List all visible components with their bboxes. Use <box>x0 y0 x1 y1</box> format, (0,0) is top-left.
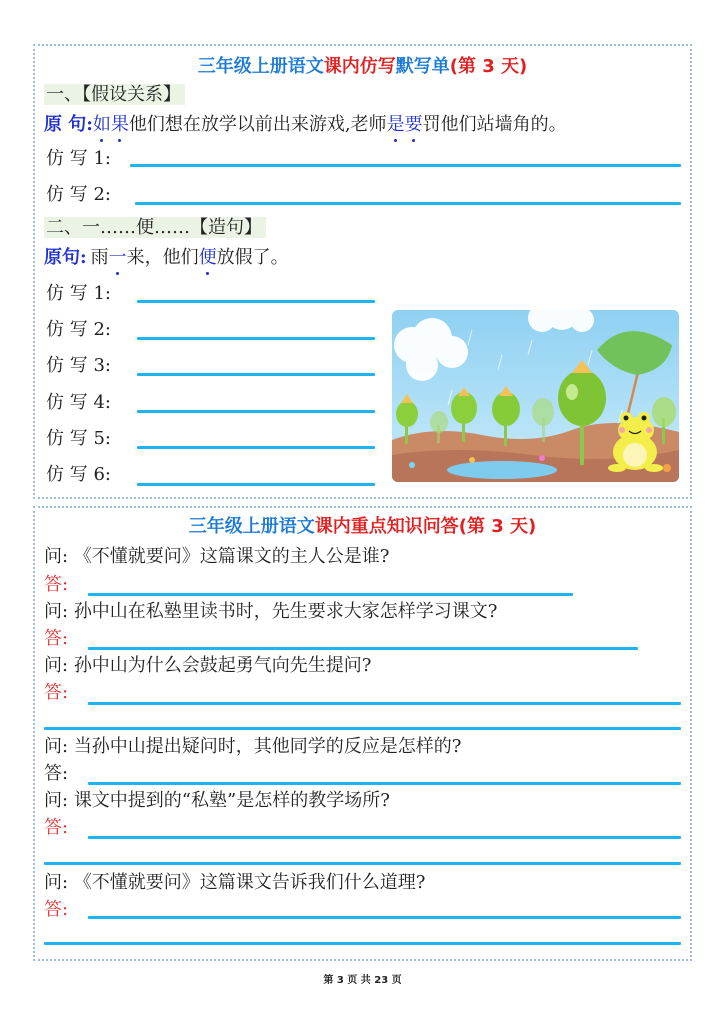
answer-line[interactable] <box>88 782 681 785</box>
emphasis-word: 一 <box>108 247 127 268</box>
imitation-prompt-3: 仿 写 3: <box>46 355 111 376</box>
emphasis-word: 便 <box>198 247 217 268</box>
answer-line[interactable] <box>88 836 681 839</box>
emphasis-word: 要 <box>404 114 423 135</box>
answer-line[interactable] <box>44 727 681 730</box>
emphasis-word: 是 <box>386 114 405 135</box>
answer-line[interactable] <box>135 202 681 205</box>
original-label: 原 句: <box>44 114 93 135</box>
answer-label: 答: <box>44 817 69 838</box>
question-label: 问: <box>44 790 69 811</box>
question-label: 问: <box>44 872 69 893</box>
question-text: 孙中山为什么会鼓起勇气向先生提问? <box>73 655 372 676</box>
question-2 <box>44 600 497 624</box>
imitation-prompt-2: 仿 写 2: <box>46 184 111 205</box>
imitation-prompt-1: 仿 写 1: <box>46 148 111 169</box>
title-part: 课内重点知识问答(第 3 天) <box>314 516 537 537</box>
answer-line[interactable] <box>44 862 681 865</box>
title-part: 三年级上册语文 <box>188 516 315 537</box>
question-label: 问: <box>44 655 69 676</box>
answer-line[interactable] <box>137 446 375 449</box>
question-text: 《不懂就要问》这篇课文的主人公是谁? <box>73 546 390 567</box>
answer-label: 答: <box>44 763 69 784</box>
imitation-prompt-1: 仿 写 1: <box>46 283 111 304</box>
question-label: 问: <box>44 546 69 567</box>
answer-line[interactable] <box>137 373 375 376</box>
sentence-text: 他们想在放学以前出来游戏,老师 <box>128 114 387 135</box>
answer-line[interactable] <box>137 410 375 413</box>
question-3 <box>44 654 371 678</box>
answer-line[interactable] <box>88 647 638 650</box>
section1-original-sentence <box>44 113 567 137</box>
title-part: 默写单 <box>395 56 450 77</box>
frog-umbrella-illustration <box>392 310 679 482</box>
answer-line[interactable] <box>137 483 375 486</box>
answer-label: 答: <box>44 574 69 595</box>
answer-label: 答: <box>44 628 69 649</box>
heading-text: 一、【假设关系】 <box>44 84 185 105</box>
emphasis-word: 如 <box>92 114 111 135</box>
imitation-prompt-2: 仿 写 2: <box>46 319 111 340</box>
imitation-prompt-4: 仿 写 4: <box>46 392 111 413</box>
section2-heading <box>44 216 266 240</box>
question-text: 《不懂就要问》这篇课文告诉我们什么道理? <box>73 872 426 893</box>
title-part: 三年级上册语文 <box>197 56 324 77</box>
sheet1-title <box>0 52 725 78</box>
question-6 <box>44 871 425 895</box>
question-4 <box>44 735 461 759</box>
original-label: 原句: <box>44 247 87 268</box>
rainy-field-image <box>392 310 679 482</box>
answer-line[interactable] <box>137 300 375 303</box>
question-5 <box>44 789 390 813</box>
heading-text: 二、一……便……【造句】 <box>44 217 266 238</box>
question-label: 问: <box>44 736 69 757</box>
sheet2-title <box>0 512 725 538</box>
question-label: 问: <box>44 601 69 622</box>
answer-line[interactable] <box>88 593 573 596</box>
imitation-prompt-6: 仿 写 6: <box>46 464 111 485</box>
sentence-text: 罚他们站墙角的。 <box>422 114 567 135</box>
question-text: 当孙中山提出疑问时，其他同学的反应是怎样的? <box>73 736 462 757</box>
title-part: (第 3 天) <box>449 56 528 77</box>
emphasis-word: 果 <box>110 114 129 135</box>
imitation-prompt-5: 仿 写 5: <box>46 428 111 449</box>
sentence-text: 来，他们 <box>126 247 199 268</box>
answer-line[interactable] <box>88 702 681 705</box>
question-1 <box>44 545 389 569</box>
answer-line[interactable] <box>130 164 681 167</box>
answer-line[interactable] <box>44 942 681 945</box>
answer-label: 答: <box>44 899 69 920</box>
page-number: 第 3 页 共 23 页 <box>323 975 402 986</box>
section1-heading <box>44 83 185 107</box>
section2-original-sentence <box>44 246 289 270</box>
answer-label: 答: <box>44 682 69 703</box>
title-part: 课内仿写 <box>323 56 396 77</box>
answer-line[interactable] <box>88 916 681 919</box>
sentence-text: 雨 <box>90 247 109 268</box>
answer-line[interactable] <box>137 337 375 340</box>
question-text: 课文中提到的“私塾”是怎样的教学场所? <box>73 790 390 811</box>
question-text: 孙中山在私塾里读书时，先生要求大家怎样学习课文? <box>73 601 498 622</box>
sentence-text: 放假了。 <box>216 247 289 268</box>
